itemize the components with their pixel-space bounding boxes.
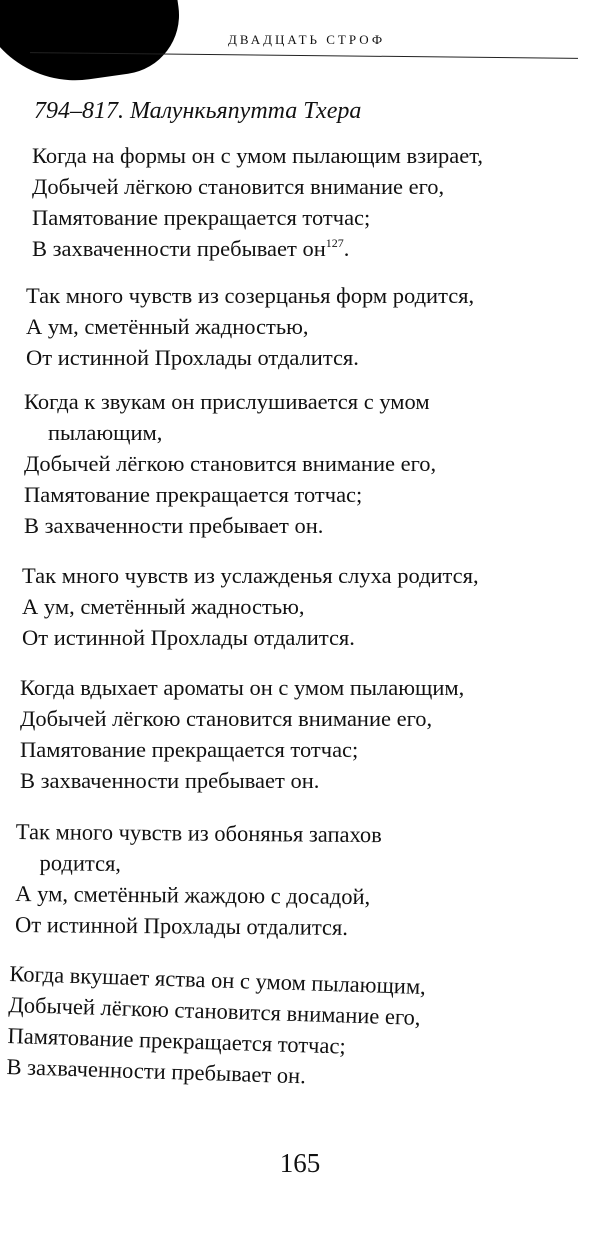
- verse-line: Так много чувств из услажденья слуха родится,: [22, 563, 479, 588]
- verse-line: Добычей лёгкою становится внимание его,: [8, 991, 421, 1030]
- verse-line: Памятование прекращается тотчас;: [7, 1022, 347, 1059]
- verse-line: Когда вдыхает ароматы он с умом пылающим,: [20, 675, 465, 700]
- stanza-5: [20, 672, 464, 796]
- verse-line: Памятование прекращается тотчас;: [20, 737, 359, 762]
- verse-line: Так много чувств из созерцанья форм родится,: [26, 283, 475, 308]
- line-punctuation: .: [343, 236, 350, 261]
- verse-line: А ум, сметённый жаждою с досадой,: [15, 880, 371, 910]
- verse-line: Добычей лёгкою становится внимание его,: [20, 706, 433, 731]
- stanza-7: [6, 958, 426, 1095]
- verse-line: От истинной Прохлады отдалится.: [22, 625, 355, 650]
- stanza-2: [26, 280, 474, 373]
- running-head: ДВАДЦАТЬ СТРОФ: [228, 32, 386, 47]
- verse-line: Добычей лёгкою становится внимание его,: [32, 174, 445, 199]
- stanza-6: [15, 816, 382, 943]
- verse-line: От истинной Прохлады отдалится.: [14, 911, 349, 940]
- stanza-1: [32, 140, 483, 264]
- verse-line: Памятование прекращается тотчас;: [32, 205, 371, 230]
- verse-line: Когда вкушает яства он с умом пылающим,: [9, 960, 427, 1000]
- verse-line-with-footnote: [32, 233, 483, 264]
- verse-line: В захваченности пребывает он.: [6, 1053, 307, 1089]
- page-number: 165: [279, 1148, 321, 1178]
- verse-line: Добычей лёгкою становится внимание его,: [24, 451, 437, 476]
- verse-line: Памятование прекращается тотчас;: [24, 482, 363, 507]
- verse-line: От истинной Прохлады отдалится.: [26, 345, 359, 370]
- verse-line: В захваченности пребывает он.: [20, 768, 320, 793]
- verse-line: А ум, сметённый жадностью,: [26, 314, 309, 339]
- verse-line: Когда к звукам он прислушивается с умом: [24, 389, 430, 414]
- verse-line-continuation: пылающим,: [48, 420, 163, 445]
- footnote-marker: 127: [325, 236, 344, 250]
- verse-line-continuation: родится,: [39, 850, 122, 876]
- stanza-3: [24, 386, 436, 541]
- verse-line: Когда на формы он с умом пылающим взирает,: [32, 143, 484, 168]
- verse-line: А ум, сметённый жадностью,: [22, 594, 305, 619]
- verse-line: В захваченности пребывает он.: [24, 513, 324, 538]
- verse-text: В захваченности пребывает он: [32, 236, 326, 261]
- verse-line: Так много чувств из обонянья запахов: [15, 818, 382, 848]
- stanza-4: [22, 560, 479, 653]
- section-heading: 794–817. Малункьяпутта Тхера: [34, 98, 362, 124]
- ink-blot: [0, 0, 187, 93]
